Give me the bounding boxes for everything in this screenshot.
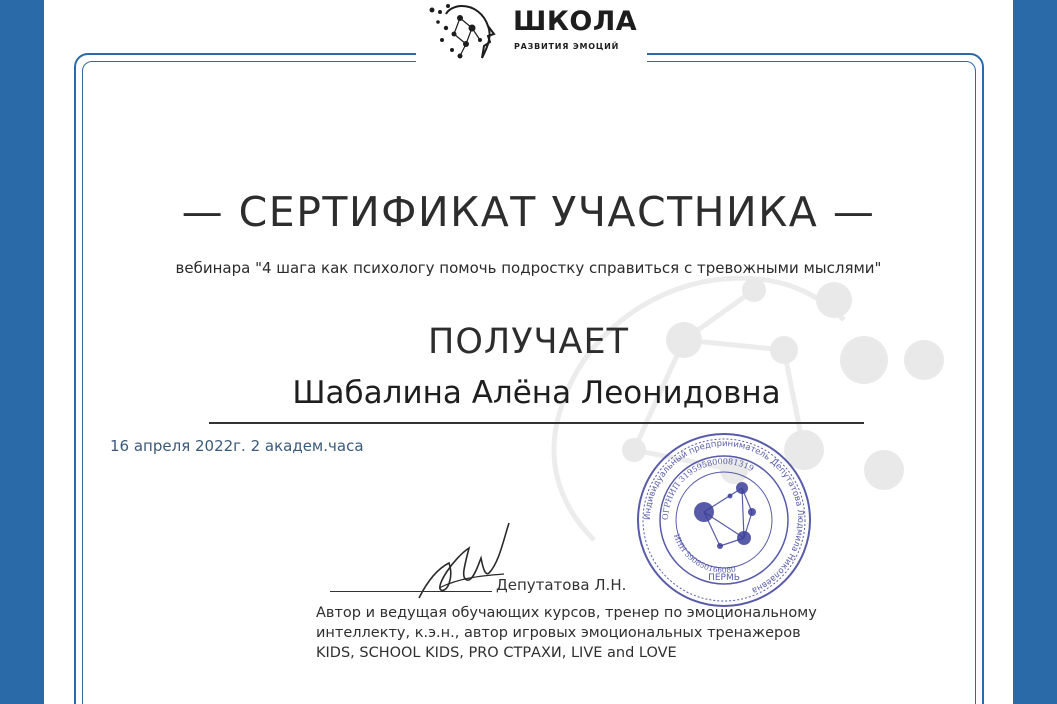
webinar-subtitle: вебинара "4 шага как психологу помочь подростку справиться с тревожными мыслями" — [175, 259, 882, 277]
logo-title: ШКОЛА — [513, 6, 638, 37]
signer-description — [316, 603, 966, 663]
head-network-icon — [420, 0, 505, 64]
date-hours: 16 апреля 2022г. 2 академ.часа — [110, 437, 364, 455]
stamp-ogrn: ОГРНИП 319595800081319 — [660, 456, 756, 521]
certificate-title: — СЕРТИФИКАТ УЧАСТНИКА — — [181, 188, 876, 236]
name-underline — [209, 422, 864, 424]
recipient-name: Шабалина Алёна Леонидовна — [292, 375, 781, 411]
signature-line — [330, 591, 492, 592]
signature-mark — [409, 518, 519, 608]
logo — [416, 0, 647, 64]
signer-description-line: KIDS, SCHOOL KIDS, PRO СТРАХИ, LIVE and LOVE — [316, 645, 677, 661]
stamp-city: ПЕРМЬ — [708, 573, 740, 583]
signer-description-line: интеллекту, к.э.н., автор игровых эмоциональных тренажеров — [316, 625, 801, 641]
stamp-inn: ИНН 590850166080 — [672, 532, 737, 575]
receives-label: ПОЛУЧАЕТ — [428, 322, 629, 362]
company-stamp — [634, 430, 814, 610]
logo-subtitle: РАЗВИТИЯ ЭМОЦИЙ — [514, 42, 620, 51]
signer-name: Депутатова Л.Н. — [496, 576, 627, 594]
stamp-outer-text: Индивидуальный предприниматель Депутатова Людмила Николаевна — [642, 438, 806, 596]
signer-description-line: Автор и ведущая обучающих курсов, тренер по эмоциональному — [316, 605, 817, 621]
certificate-sheet — [44, 0, 1013, 704]
